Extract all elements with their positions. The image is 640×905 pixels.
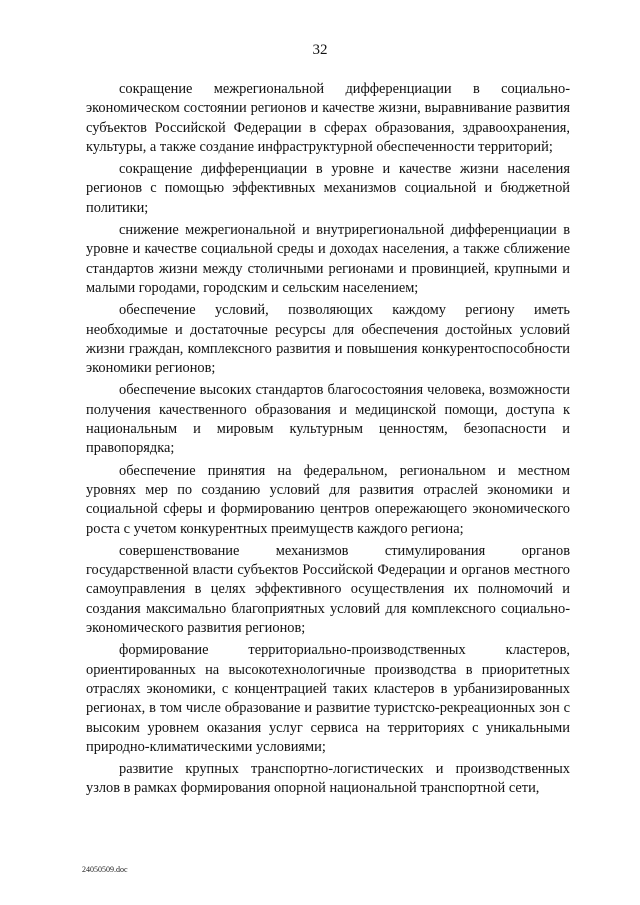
paragraph: развитие крупных транспортно-логистических и производственных узлов в рамках формирования опорной национальной транспортной сети, bbox=[86, 761, 570, 797]
paragraph: обеспечение условий, позволяющих каждому региону иметь необходимые и достаточные ресурсы для обеспечения достойных условий жизни граждан, комплексного развития и повышения конкурентоспособности экономики регионов; bbox=[86, 302, 570, 377]
paragraph: сокращение дифференциации в уровне и качестве жизни населения регионов с помощью эффективных механизмов социальной и бюджетной политики; bbox=[86, 161, 570, 216]
paragraph: совершенствование механизмов стимулирования органов государственной власти субъектов Российской Федерации и органов местного самоуправления в целях эффективного осуществления их полномочий и создания максимально благоприятных условий для комплексного социально-экономического развития регионов; bbox=[86, 542, 570, 637]
body-text bbox=[86, 80, 570, 802]
paragraph: обеспечение принятия на федеральном, региональном и местном уровнях мер по созданию условий для развития отраслей экономики и социальной сферы и формированию центров опережающего экономического роста с учетом конкурентных преимуществ каждого региона; bbox=[86, 462, 570, 537]
page-number: 32 bbox=[312, 42, 328, 58]
paragraph: сокращение межрегиональной дифференциации в социально-экономическом состоянии регионов и качестве жизни, выравнивание развития субъектов Российской Федерации в сферах образования, здравоохранения, культуры, а также создание инфраструктурной обеспеченности территорий; bbox=[86, 81, 570, 155]
paragraph: снижение межрегиональной и внутрирегиональной дифференциации в уровне и качестве социальной среды и доходах населения, а также сближение стандартов жизни между столичными регионами и провинцией, крупными и малыми городами, городским и сельским населением; bbox=[86, 222, 570, 296]
paragraph: формирование территориально-производственных кластеров, ориентированных на высокотехнологичные производства в приоритетных отраслях экономики, с концентрацией таких кластеров в урбанизированных регионах, в том числе образование и развитие туристско-рекреационных зон с высоким уровнем оказания услуг сервиса на территориях с уникальными природно-климатическими условиями; bbox=[86, 642, 570, 755]
paragraph: обеспечение высоких стандартов благосостояния человека, возможности получения качественного образования и медицинской помощи, доступа к национальным и мировым культурным ценностям, безопасности и правопорядка; bbox=[86, 382, 570, 457]
footer-filename: 24050509.doc bbox=[82, 865, 128, 874]
